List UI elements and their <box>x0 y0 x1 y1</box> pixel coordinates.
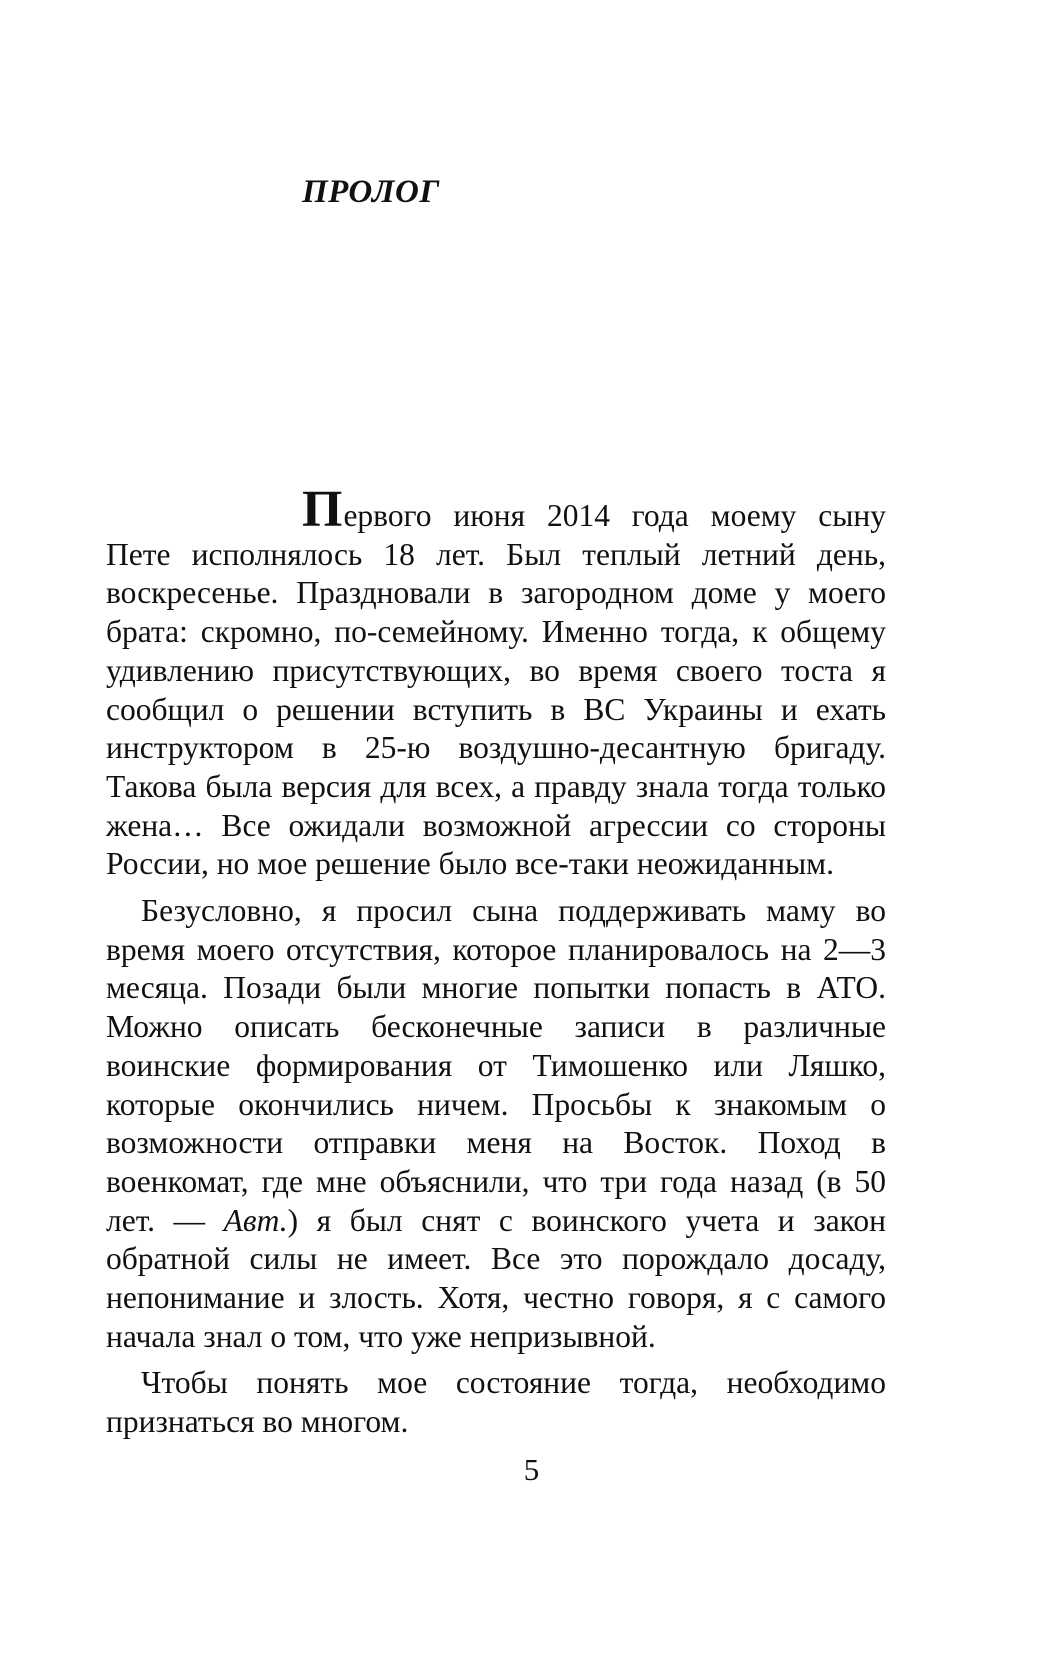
paragraph-2 <box>106 892 886 1356</box>
page-number: 5 <box>523 1452 540 1487</box>
paragraph-1 <box>106 481 886 884</box>
paragraph-3-text: Чтобы понять мое состояние тогда, необходимо признаться во многом. <box>106 1365 886 1440</box>
paragraph-2-text-end: ) я был снят с воинского учета и закон обратной силы не имеет. Все это порождало досаду, непонимание и злость. Хотя, честно говоря, я с самого начала знал о том, что уже непризывной. <box>106 1202 886 1354</box>
author-note-italic: Авт. <box>223 1202 288 1238</box>
chapter-title: ПРОЛОГ <box>302 174 440 210</box>
body-text <box>106 481 886 1442</box>
paragraph-3 <box>106 1364 886 1441</box>
paragraph-2-text-start: Безусловно, я просил сына поддерживать маму во время моего отсутствия, которое планировалось на 2—3 месяца. Позади были многие попытки попасть в АТО. Можно описать бесконечные записи в различные воинские формирования от Тимошенко или Ляшко, которые окончились ничем. Просьбы к знакомым о возможности отправки меня на Восток. Поход в военкомат, где мне объяснили, что три года назад (в 50 лет. — <box>106 893 886 1238</box>
dropcap-letter: П <box>302 481 343 538</box>
paragraph-1-text: ервого июня 2014 года моему сыну Пете исполнялось 18 лет. Был теплый летний день, воскресенье. Праздновали в загородном доме у моего брата: скромно, по-семейному. Именно тогда, к общему удивлению присутствующих, во время своего тоста я сообщил о решении вступить в ВС Украины и ехать инструктором в 25-ю воздушно-десантную бригаду. Такова была версия для всех, а правду знала тогда только жена… Все ожидали возможной агрессии со стороны России, но мое решение было все-таки неожиданным. <box>106 498 886 882</box>
